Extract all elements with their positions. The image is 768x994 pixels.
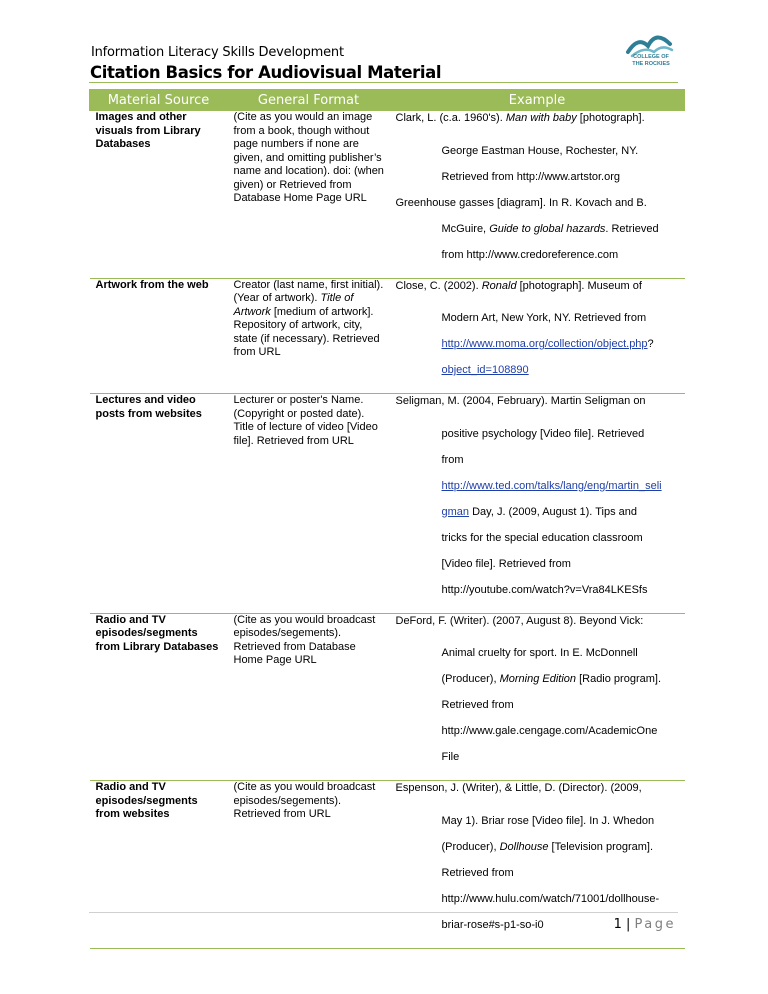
example-text: (Producer),	[441, 673, 500, 685]
material-source-cell: Lectures and video posts from websites	[90, 394, 228, 614]
column-header-source: Material Source	[90, 90, 228, 111]
format-title: Title of Artwork	[233, 292, 354, 318]
example-text: George Eastman House, Rochester, NY.	[441, 144, 639, 157]
example-text: Modern Art, New York, NY. Retrieved from	[441, 312, 647, 324]
table-row	[90, 111, 685, 279]
document-title: Citation Basics for Audiovisual Material	[90, 63, 442, 82]
example-text: Animal cruelty for sport. In E. McDonnell	[441, 647, 638, 659]
header-divider	[89, 82, 678, 83]
table-row	[90, 278, 685, 394]
example-link[interactable]: object_id=108890	[441, 364, 529, 376]
column-header-example: Example	[390, 90, 685, 111]
example-text: . Retrieved	[605, 222, 659, 235]
general-format-cell: (Cite as you would an image from a book, though without page numbers if none are given, and omitting publisher’s name and location). doi: (when given) or Retrieved from Database Home Page URL	[228, 111, 390, 279]
example-link[interactable]: http://www.ted.com/talks/lang/eng/martin_seli	[441, 479, 662, 492]
example-text: Retrieved from	[441, 866, 514, 879]
logo-line-1: COLLEGE OF	[633, 54, 669, 60]
example-text: (Producer),	[441, 840, 500, 853]
table-header-row	[90, 90, 685, 111]
document-subtitle: Information Literacy Skills Development	[91, 45, 344, 60]
logo-line-2: THE ROCKIES	[632, 61, 670, 67]
example-cell	[390, 613, 685, 781]
example-text: Close, C. (2002).	[395, 279, 482, 292]
example-title: Man with baby	[505, 112, 577, 124]
example-text: Espenson, J. (Writer), & Little, D. (Director). (2009,	[395, 782, 642, 794]
table-row	[90, 781, 685, 949]
example-text: [Radio program].	[576, 673, 661, 685]
example-text: ?	[647, 338, 654, 350]
example-text: http://www.hulu.com/watch/71001/dollhouse-	[441, 892, 660, 905]
footer-divider	[89, 912, 678, 913]
example-text: http://youtube.com/watch?v=Vra84LKESfs	[441, 583, 648, 596]
example-title: Guide to global hazards	[489, 222, 606, 235]
example-text: Greenhouse gasses [diagram]. In R. Kovach and B.	[395, 196, 647, 209]
example-title: Dollhouse	[499, 840, 549, 853]
example-text: File	[441, 751, 460, 763]
general-format-cell	[228, 278, 390, 394]
table-row	[90, 613, 685, 781]
page-number: 1	[613, 917, 622, 932]
example-text: tricks for the special education classroom	[441, 531, 643, 544]
example-text: Retrieved from	[441, 699, 514, 711]
example-cell	[390, 278, 685, 394]
example-text: http://www.gale.cengage.com/AcademicOne	[441, 725, 658, 737]
material-source-cell: Radio and TV episodes/segments from Library Databases	[90, 613, 228, 781]
example-text: positive psychology [Video file]. Retrieved	[441, 427, 645, 440]
college-logo-text	[622, 54, 680, 68]
example-text: from	[441, 453, 464, 466]
example-text: McGuire,	[441, 222, 490, 235]
example-text: from http://www.credoreference.com	[441, 248, 619, 261]
example-text: May 1). Briar rose [Video file]. In J. Whedon	[441, 814, 655, 827]
general-format-cell: (Cite as you would broadcast episodes/segements). Retrieved from URL	[228, 781, 390, 949]
college-logo-icon	[620, 22, 680, 78]
example-text: [Video file]. Retrieved from	[441, 557, 571, 570]
column-header-format: General Format	[228, 90, 390, 111]
general-format-cell: Lecturer or poster's Name. (Copyright or posted date). Title of lecture of video [Video file]. Retrieved from URL	[228, 394, 390, 614]
page-footer	[614, 917, 676, 932]
example-link[interactable]: gman	[441, 505, 470, 518]
example-text: DeFord, F. (Writer). (2007, August 8). Beyond Vick:	[395, 614, 644, 627]
table-row	[90, 394, 685, 614]
example-title: Ronald	[481, 279, 517, 292]
example-text: Seligman, M. (2004, February). Martin Seligman on	[395, 395, 646, 407]
example-title: Morning Edition	[499, 673, 577, 685]
material-source-cell: Images and other visuals from Library Databases	[90, 111, 228, 279]
material-source-cell: Artwork from the web	[90, 278, 228, 394]
example-text: [photograph]. Museum of	[516, 279, 642, 292]
example-text: briar-rose#s-p1-so-i0	[441, 918, 544, 931]
format-text: Creator (last name, first initial). (Year of artwork).	[233, 278, 384, 304]
example-cell	[390, 394, 685, 614]
example-text: Retrieved from http://www.artstor.org	[441, 170, 621, 183]
example-text: [photograph].	[576, 112, 645, 124]
page-label: Page	[634, 917, 676, 932]
citation-table	[89, 89, 685, 949]
format-text: [medium of artwork]. Repository of artwork, city, state (if necessary). Retrieved from URL	[233, 305, 380, 358]
material-source-cell: Radio and TV episodes/segments from websites	[90, 781, 228, 949]
example-text: [Television program].	[548, 840, 654, 853]
example-cell	[390, 111, 685, 279]
footer-separator: |	[625, 917, 631, 932]
example-link[interactable]: http://www.moma.org/collection/object.php	[441, 338, 648, 350]
example-text: Clark, L. (c.a. 1960's).	[395, 112, 506, 124]
example-text: Day, J. (2009, August 1). Tips and	[469, 505, 637, 518]
general-format-cell: (Cite as you would broadcast episodes/segements). Retrieved from Database Home Page URL	[228, 613, 390, 781]
